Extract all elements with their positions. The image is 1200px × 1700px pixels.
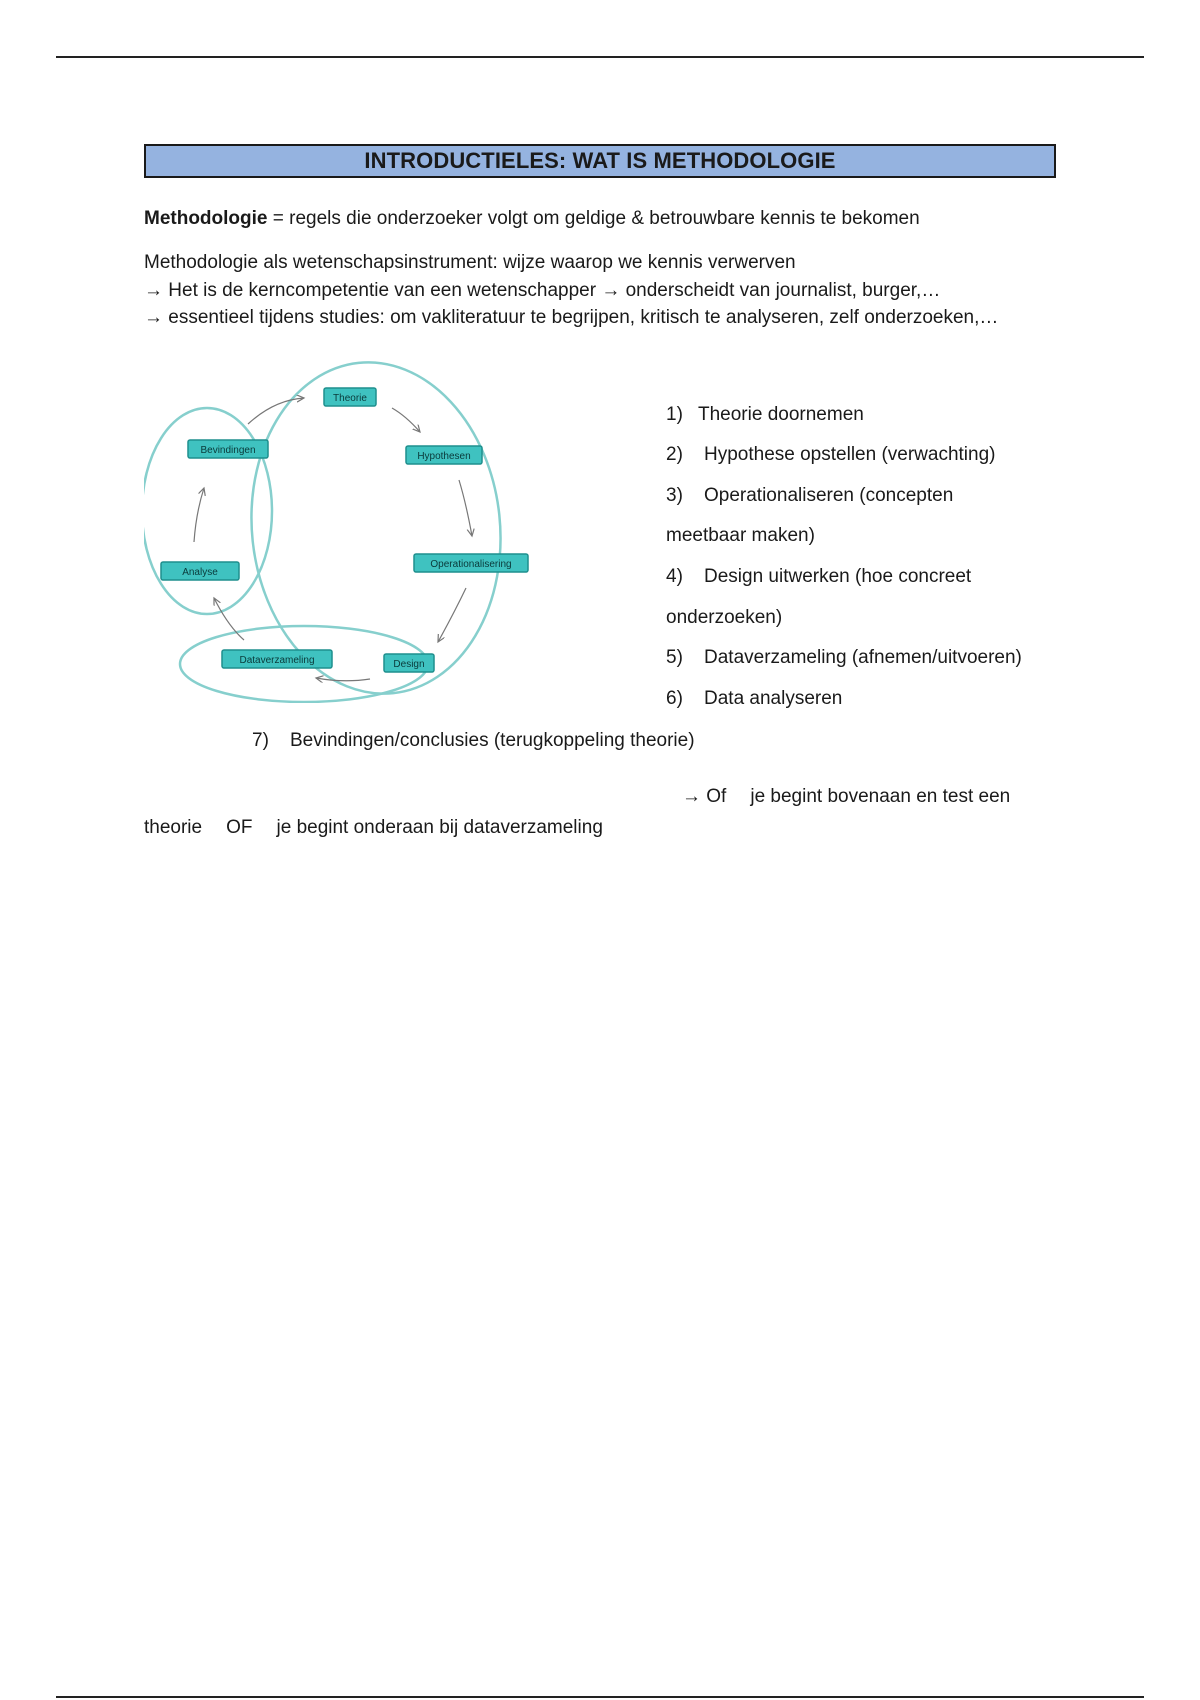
list-item: 1) Theorie doornemen [666, 404, 864, 425]
svg-text:Theorie: Theorie [333, 393, 367, 404]
node-bevindingen [188, 440, 268, 458]
research-cycle-diagram [144, 358, 544, 703]
list-item: 3) Operationaliseren (concepten [666, 485, 954, 506]
arrow-operationalisering-design [438, 588, 466, 642]
intro-line-1: Methodologie als wetenschapsinstrument: wijze waarop we kennis verwerven [144, 252, 796, 273]
intro-line-2: → Het is de kerncompetentie van een wetenschapper → onderscheidt van journalist, burger,… [144, 280, 941, 301]
svg-text:Hypothesen: Hypothesen [417, 451, 471, 462]
page-title-text: INTRODUCTIELES: WAT IS METHODOLOGIE [364, 148, 836, 173]
svg-text:Analyse: Analyse [182, 567, 218, 578]
list-item: 6) Data analyseren [666, 688, 843, 709]
footer-rule [56, 1696, 1144, 1698]
node-dataverzameling [222, 650, 332, 668]
list-item: 2) Hypothese opstellen (verwachting) [666, 444, 996, 465]
note-arrow: → Of [682, 786, 727, 807]
svg-text:Bevindingen: Bevindingen [200, 445, 256, 456]
node-design [384, 654, 434, 672]
arrow-design-dataverzameling [316, 678, 370, 681]
list-item-continuation: meetbaar maken) [666, 525, 815, 546]
page-title [144, 144, 1056, 178]
list-item: 5) Dataverzameling (afnemen/uitvoeren) [666, 647, 1022, 668]
intro-line-3: → essentieel tijdens studies: om vakliteratuur te begrijpen, kritisch te analyseren, zelf onderzoeken,… [144, 307, 999, 328]
note-line-1: → Of je begint bovenaan en test een [682, 786, 1011, 807]
node-analyse [161, 562, 239, 580]
svg-text:Design: Design [393, 659, 425, 670]
arrow-theorie-hypothesen [392, 408, 420, 432]
arrow-hypothesen-operationalisering [459, 480, 472, 536]
list-item: 4) Design uitwerken (hoe concreet [666, 566, 972, 587]
list-item-continuation: onderzoeken) [666, 607, 783, 628]
node-hypothesen [406, 446, 482, 464]
arrow-analyse-bevindingen [194, 488, 204, 542]
note-line-2: theorie OF je begint onderaan bij dataverzameling [144, 817, 603, 838]
definition-text: = regels die onderzoeker volgt om geldige & betrouwbare kennis te bekomen [267, 208, 920, 229]
node-theorie [324, 388, 376, 406]
node-operationalisering [414, 554, 528, 572]
definition-term: Methodologie [144, 208, 268, 229]
list-item: 7) Bevindingen/conclusies (terugkoppeling theorie) [252, 730, 695, 751]
header-rule [56, 56, 1144, 58]
definition-paragraph [144, 206, 920, 232]
svg-text:Dataverzameling: Dataverzameling [239, 655, 315, 666]
svg-text:Operationalisering: Operationalisering [430, 559, 512, 570]
